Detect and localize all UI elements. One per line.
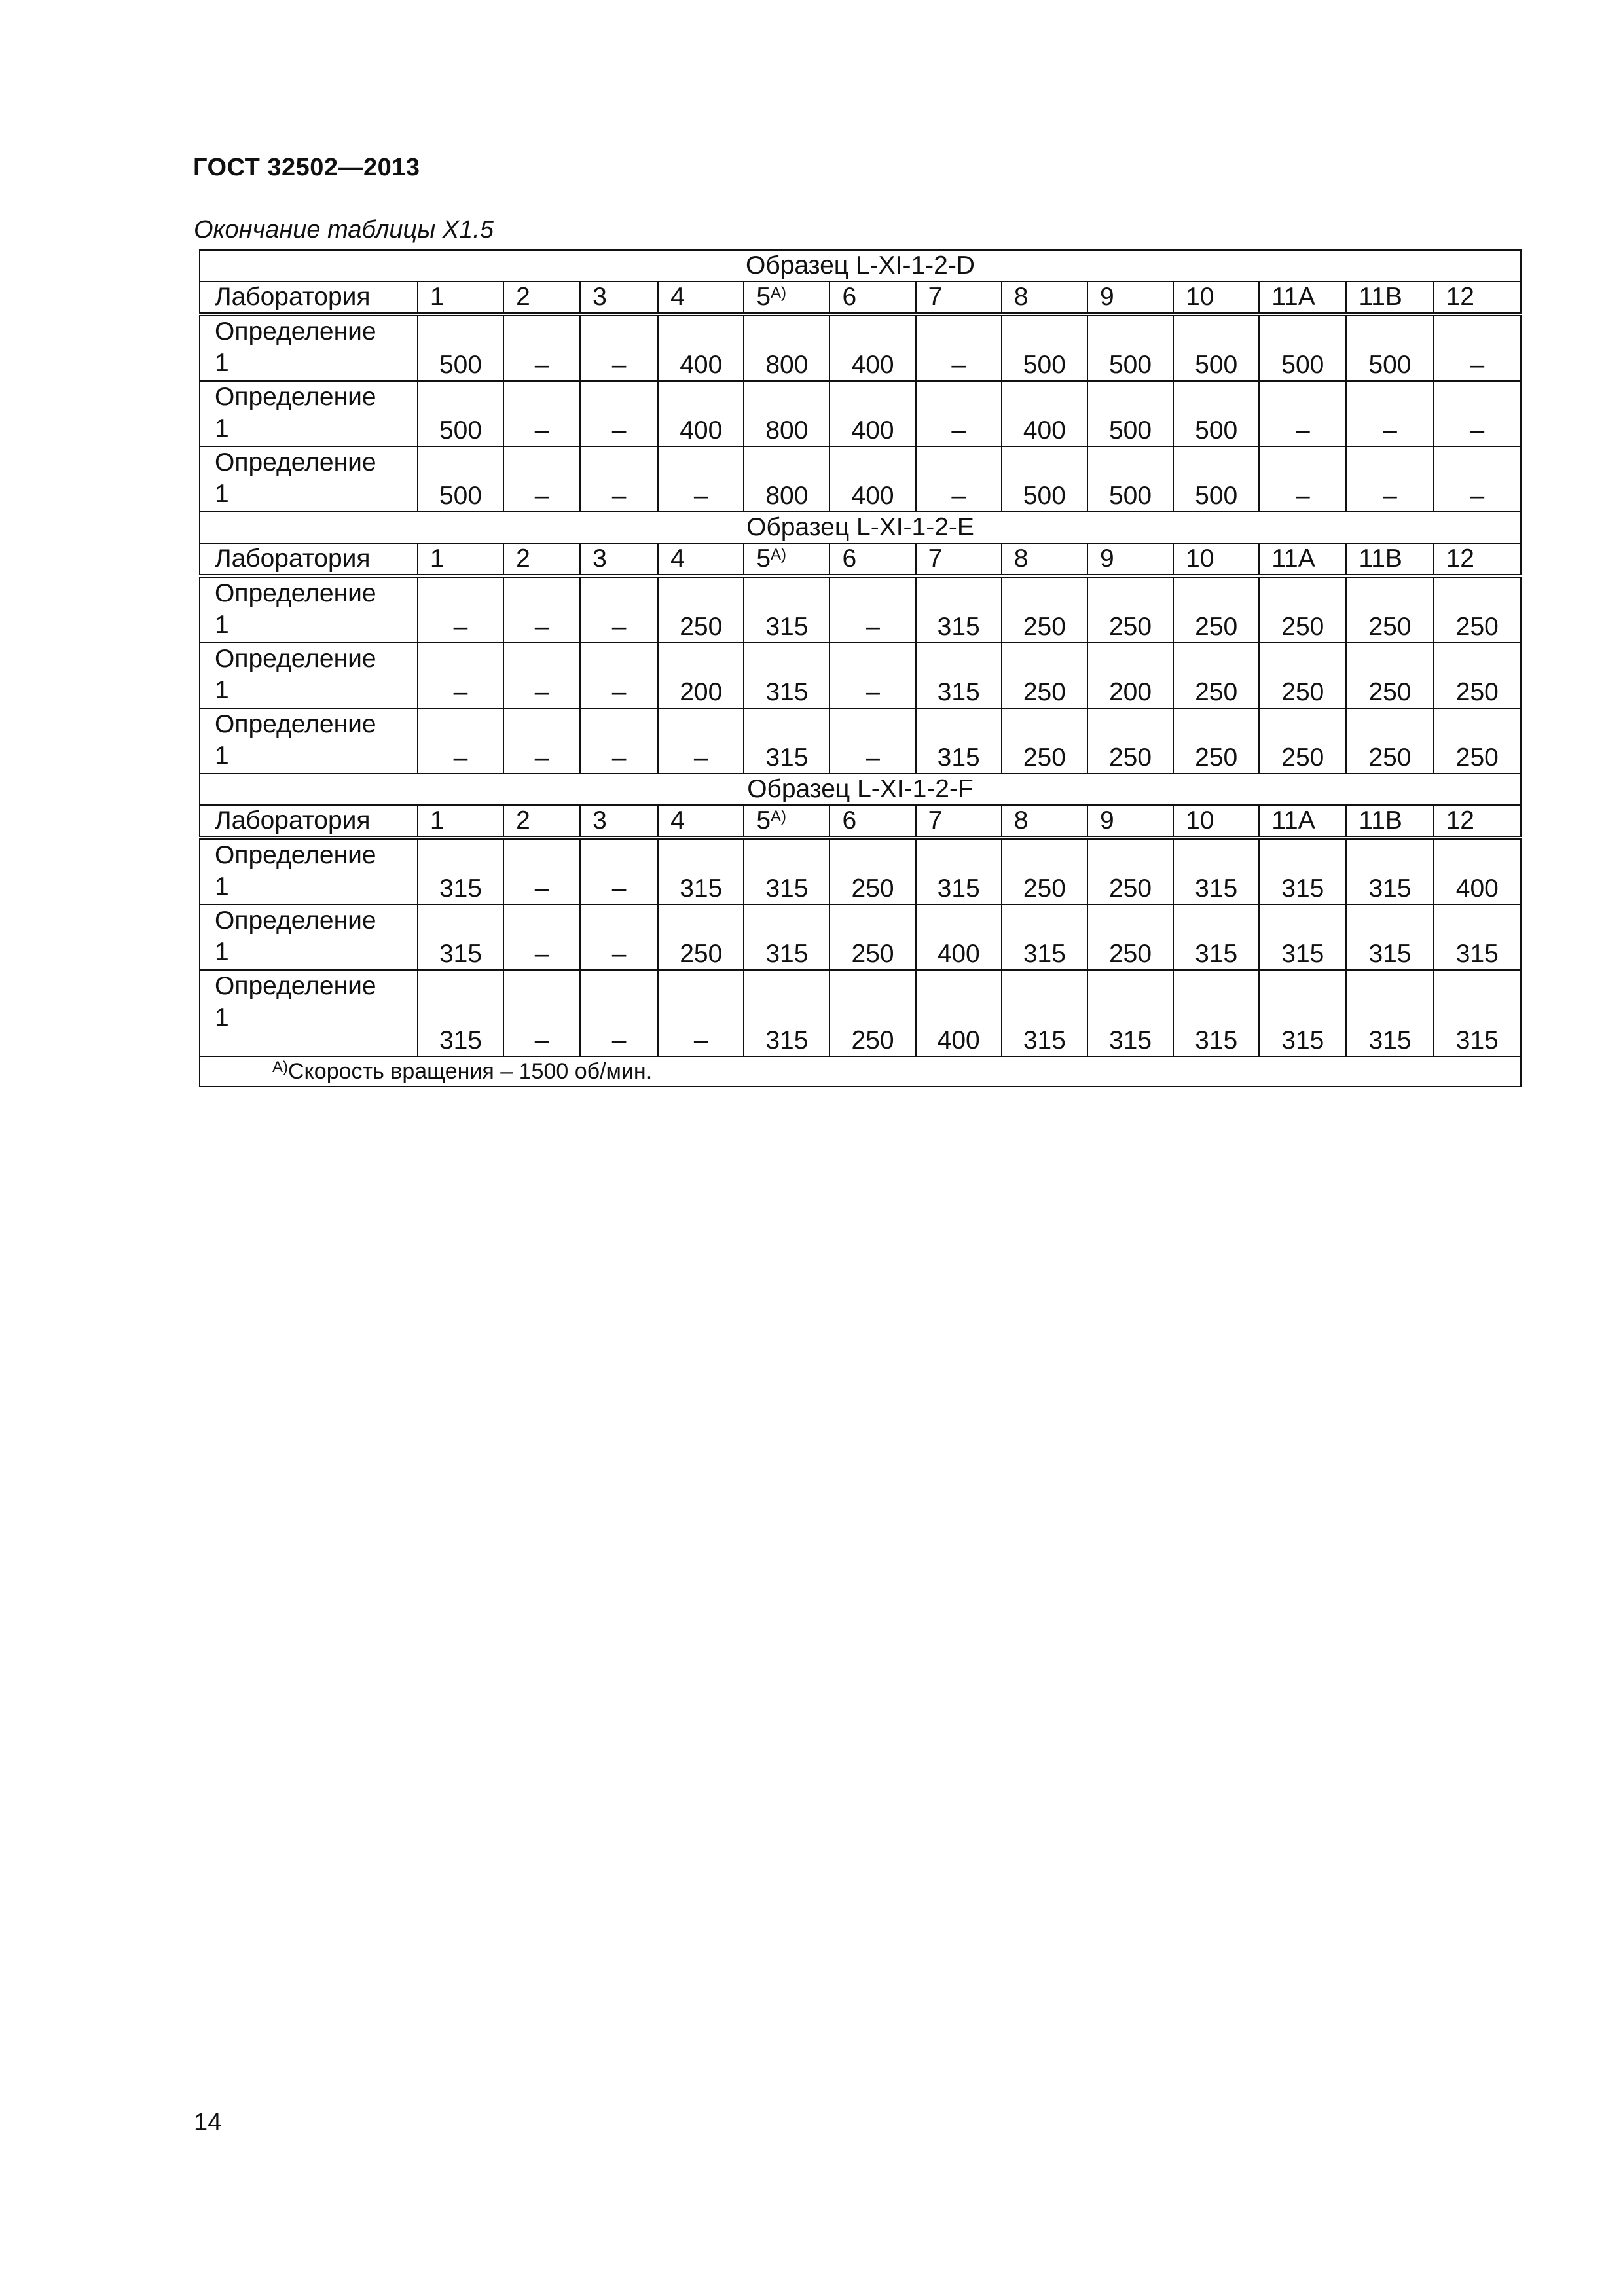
sample-title: Образец L-XI-1-2-E — [200, 512, 1521, 543]
laboratory-number — [503, 805, 580, 838]
laboratory-number — [658, 805, 744, 838]
table-cell: – — [503, 576, 580, 643]
table-cell: – — [580, 643, 658, 708]
table-cell: – — [830, 576, 915, 643]
table-cell: 250 — [1087, 576, 1173, 643]
laboratory-number — [1346, 281, 1433, 314]
laboratory-number-text: 7 — [928, 806, 943, 834]
table-cell: – — [580, 838, 658, 905]
laboratory-number — [503, 281, 580, 314]
laboratory-number — [580, 281, 658, 314]
table-row — [200, 643, 1521, 708]
table-cell: 250 — [1173, 708, 1259, 774]
laboratory-number — [830, 805, 915, 838]
determination-number: 1 — [215, 742, 229, 770]
table-cell: 315 — [744, 905, 830, 970]
table-cell: – — [916, 314, 1002, 381]
laboratory-number — [418, 543, 503, 576]
table-cell: – — [580, 905, 658, 970]
laboratory-number-text: 8 — [1013, 545, 1029, 573]
laboratory-label: Лаборатория — [200, 543, 418, 576]
laboratory-number-text: 10 — [1186, 806, 1214, 834]
laboratory-number — [1087, 543, 1173, 576]
table-cell: – — [1434, 314, 1521, 381]
laboratory-number-text: 1 — [429, 545, 445, 573]
table-cell: 315 — [916, 838, 1002, 905]
laboratory-number-text: 8 — [1013, 806, 1029, 834]
table-cell: 315 — [1346, 838, 1433, 905]
table-cell: – — [503, 838, 580, 905]
laboratory-number — [1002, 543, 1087, 576]
laboratory-number — [744, 543, 830, 576]
footnote-text: Скорость вращения – 1500 об/мин. — [288, 1059, 653, 1084]
table-cell: 400 — [830, 381, 915, 446]
determination-number: 1 — [215, 938, 229, 966]
laboratory-number — [503, 543, 580, 576]
table-cell: 500 — [1173, 446, 1259, 512]
laboratory-number-text: 9 — [1099, 806, 1114, 834]
table-cell: 250 — [1002, 838, 1087, 905]
table-cell: 500 — [1002, 314, 1087, 381]
laboratory-number-text: 10 — [1186, 545, 1214, 573]
table-cell: – — [503, 905, 580, 970]
table-cell: 315 — [744, 576, 830, 643]
determination-number: 1 — [215, 480, 229, 508]
laboratory-number-text: 4 — [670, 545, 685, 573]
determination-number: 1 — [215, 349, 229, 377]
determination-label — [200, 838, 418, 905]
table-cell: – — [503, 970, 580, 1056]
laboratory-number — [830, 281, 915, 314]
table-cell: 250 — [1087, 838, 1173, 905]
table-cell: 315 — [418, 838, 503, 905]
laboratory-number-text: 12 — [1446, 806, 1474, 834]
determination-text: Определение — [215, 383, 376, 411]
determination-label — [200, 446, 418, 512]
determination-text: Определение — [215, 710, 376, 738]
determination-text: Определение — [215, 448, 376, 476]
sample-title: Образец L-XI-1-2-F — [200, 774, 1521, 805]
table-cell: 250 — [830, 905, 915, 970]
determination-label — [200, 708, 418, 774]
table-cell: 250 — [1434, 708, 1521, 774]
determination-number: 1 — [215, 676, 229, 704]
laboratory-number — [1002, 805, 1087, 838]
table-cell: – — [418, 708, 503, 774]
laboratory-number-text: 10 — [1186, 283, 1214, 311]
laboratory-number-text: 3 — [593, 806, 607, 834]
determination-label — [200, 576, 418, 643]
table-body — [200, 250, 1521, 1056]
table-row — [200, 905, 1521, 970]
table-cell: 315 — [658, 838, 744, 905]
laboratory-number-text: 9 — [1099, 545, 1114, 573]
table-row — [200, 970, 1521, 1056]
table-cell: – — [503, 708, 580, 774]
laboratory-number — [418, 805, 503, 838]
table-cell: – — [1346, 381, 1433, 446]
table-cell: 500 — [1173, 314, 1259, 381]
table-cell: 250 — [1434, 576, 1521, 643]
page-number: 14 — [194, 2109, 222, 2136]
table-cell: 315 — [1434, 905, 1521, 970]
table-cell: 250 — [1346, 643, 1433, 708]
laboratory-number — [744, 805, 830, 838]
table-cell: – — [418, 576, 503, 643]
laboratory-number-text: 11В — [1359, 545, 1402, 573]
table-cell: 500 — [1346, 314, 1433, 381]
table-cell: 250 — [1087, 708, 1173, 774]
table-cell: 500 — [1087, 446, 1173, 512]
table-cell: – — [658, 708, 744, 774]
table-cell: – — [658, 970, 744, 1056]
table-cell: – — [830, 643, 915, 708]
table-cell: 315 — [916, 643, 1002, 708]
laboratory-number-text: 11В — [1359, 806, 1402, 834]
table-cell: – — [503, 314, 580, 381]
table-cell: 400 — [1434, 838, 1521, 905]
table-cell: 250 — [1259, 576, 1346, 643]
table-cell: 315 — [1259, 838, 1346, 905]
determination-number: 1 — [215, 1003, 229, 1031]
laboratory-label: Лаборатория — [200, 281, 418, 314]
laboratory-number — [830, 543, 915, 576]
laboratory-number-text: 7 — [928, 545, 943, 573]
table-cell: – — [1259, 446, 1346, 512]
sample-row — [200, 774, 1521, 805]
determination-number: 1 — [215, 414, 229, 442]
footnote-ref: А) — [771, 284, 787, 302]
table-row — [200, 381, 1521, 446]
laboratory-number-text: 7 — [928, 283, 943, 311]
laboratory-header-row — [200, 543, 1521, 576]
table-cell: – — [830, 708, 915, 774]
table-cell: – — [1259, 381, 1346, 446]
laboratory-header-row — [200, 805, 1521, 838]
table-cell: – — [580, 381, 658, 446]
table-cell: 500 — [1087, 381, 1173, 446]
laboratory-number — [658, 543, 744, 576]
table-cell: 400 — [916, 970, 1002, 1056]
table-cell: 250 — [1173, 576, 1259, 643]
determination-label — [200, 381, 418, 446]
table-cell: – — [1434, 381, 1521, 446]
laboratory-header-row — [200, 281, 1521, 314]
determination-text: Определение — [215, 972, 376, 1000]
laboratory-number — [1173, 805, 1259, 838]
laboratory-number-text: 12 — [1446, 545, 1474, 573]
table-cell: 400 — [830, 446, 915, 512]
table-cell: 250 — [658, 905, 744, 970]
table-cell: 315 — [1434, 970, 1521, 1056]
table-cell: 315 — [1173, 838, 1259, 905]
table-row — [200, 446, 1521, 512]
table-caption: Окончание таблицы Х1.5 — [194, 216, 494, 243]
table-cell: 250 — [1002, 576, 1087, 643]
laboratory-number-text: 6 — [842, 806, 857, 834]
table-cell: 250 — [658, 576, 744, 643]
table-cell: 315 — [418, 905, 503, 970]
table-cell: 400 — [916, 905, 1002, 970]
laboratory-number-text: 4 — [670, 806, 685, 834]
table-cell: 250 — [1259, 708, 1346, 774]
table-cell: 315 — [916, 576, 1002, 643]
table-cell: 500 — [418, 381, 503, 446]
table-cell: 400 — [830, 314, 915, 381]
laboratory-number-text: 6 — [842, 283, 857, 311]
laboratory-label: Лаборатория — [200, 805, 418, 838]
sample-title: Образец L-XI-1-2-D — [200, 250, 1521, 281]
sample-row — [200, 250, 1521, 281]
laboratory-number — [1259, 281, 1346, 314]
table-cell: – — [503, 446, 580, 512]
determination-label — [200, 905, 418, 970]
laboratory-number — [916, 543, 1002, 576]
table-cell: – — [503, 381, 580, 446]
laboratory-number — [916, 805, 1002, 838]
table-cell: 250 — [1087, 905, 1173, 970]
laboratory-number — [418, 281, 503, 314]
table-cell: 500 — [1087, 314, 1173, 381]
table-cell: 315 — [1002, 970, 1087, 1056]
table-cell: 200 — [1087, 643, 1173, 708]
laboratory-number — [1259, 805, 1346, 838]
table-cell: 400 — [658, 381, 744, 446]
table-cell: – — [658, 446, 744, 512]
table-row — [200, 576, 1521, 643]
determination-number: 1 — [215, 611, 229, 639]
table-cell: 250 — [1173, 643, 1259, 708]
laboratory-number-text: 3 — [593, 545, 607, 573]
table-cell: 250 — [1346, 576, 1433, 643]
document-header: ГОСТ 32502—2013 — [193, 154, 420, 181]
table-cell: 315 — [1002, 905, 1087, 970]
determination-label — [200, 314, 418, 381]
table-cell: – — [580, 446, 658, 512]
table-cell: 315 — [1259, 970, 1346, 1056]
table-row — [200, 708, 1521, 774]
table-cell: 315 — [1173, 905, 1259, 970]
determination-text: Определение — [215, 906, 376, 935]
laboratory-number-text: 11В — [1359, 283, 1402, 311]
table-row — [200, 838, 1521, 905]
table-cell: 800 — [744, 314, 830, 381]
table-cell: 315 — [1173, 970, 1259, 1056]
laboratory-number — [1434, 543, 1521, 576]
table-cell: 500 — [1002, 446, 1087, 512]
table-cell: 800 — [744, 381, 830, 446]
table-cell: 250 — [830, 838, 915, 905]
table-cell: – — [580, 314, 658, 381]
table-footnote — [200, 1056, 1521, 1086]
laboratory-number-text: 1 — [429, 283, 445, 311]
table-cell: 315 — [916, 708, 1002, 774]
laboratory-number — [1346, 805, 1433, 838]
table-cell: 250 — [1002, 643, 1087, 708]
table-cell: 200 — [658, 643, 744, 708]
table-cell: 400 — [1002, 381, 1087, 446]
laboratory-number — [1259, 543, 1346, 576]
laboratory-number — [1173, 281, 1259, 314]
footnote-ref: А) — [771, 546, 787, 564]
determination-text: Определение — [215, 645, 376, 673]
table-cell: 250 — [1434, 643, 1521, 708]
table-cell: 250 — [1259, 643, 1346, 708]
determination-number: 1 — [215, 872, 229, 901]
footnote-mark: А) — [272, 1058, 288, 1076]
table-cell: – — [1346, 446, 1433, 512]
table-cell: 500 — [1259, 314, 1346, 381]
table-cell: 315 — [1259, 905, 1346, 970]
table-cell: 315 — [418, 970, 503, 1056]
determination-label — [200, 970, 418, 1056]
table-row — [200, 314, 1521, 381]
table-cell: 400 — [658, 314, 744, 381]
laboratory-number-text: 6 — [842, 545, 857, 573]
table-cell: – — [418, 643, 503, 708]
laboratory-number-text: 4 — [670, 283, 685, 311]
laboratory-number — [1434, 281, 1521, 314]
laboratory-number-text: 1 — [429, 806, 445, 834]
table-cell: 500 — [418, 446, 503, 512]
table-cell: 315 — [744, 708, 830, 774]
table-cell: 315 — [744, 643, 830, 708]
table-cell: 250 — [830, 970, 915, 1056]
laboratory-number — [580, 805, 658, 838]
laboratory-number-text: 8 — [1013, 283, 1029, 311]
table-cell: 800 — [744, 446, 830, 512]
laboratory-number — [658, 281, 744, 314]
laboratory-number — [744, 281, 830, 314]
laboratory-number — [1173, 543, 1259, 576]
table-cell: 315 — [744, 970, 830, 1056]
table-cell: 500 — [418, 314, 503, 381]
table-cell: – — [1434, 446, 1521, 512]
laboratory-number-text: 2 — [516, 545, 530, 573]
laboratory-number-text: 12 — [1446, 283, 1474, 311]
laboratory-number — [916, 281, 1002, 314]
table-cell: – — [916, 381, 1002, 446]
sample-row — [200, 512, 1521, 543]
table-cell: 250 — [1002, 708, 1087, 774]
table-cell: 500 — [1173, 381, 1259, 446]
table-cell: 315 — [1346, 905, 1433, 970]
table-cell: 315 — [1087, 970, 1173, 1056]
laboratory-number-text: 2 — [516, 283, 530, 311]
laboratory-number — [1346, 543, 1433, 576]
table-cell: – — [580, 576, 658, 643]
laboratory-number-text: 9 — [1099, 283, 1114, 311]
determination-text: Определение — [215, 841, 376, 869]
laboratory-number-text: 11А — [1271, 806, 1315, 834]
table-cell: – — [580, 970, 658, 1056]
results-table — [199, 249, 1522, 1087]
footnote-ref: А) — [771, 808, 787, 825]
laboratory-number-text: 3 — [593, 283, 607, 311]
laboratory-number-text: 5 — [756, 806, 771, 834]
laboratory-number — [1434, 805, 1521, 838]
laboratory-number-text: 5 — [756, 283, 771, 311]
laboratory-number — [1087, 281, 1173, 314]
determination-text: Определение — [215, 579, 376, 607]
table-cell: – — [503, 643, 580, 708]
table-cell: – — [580, 708, 658, 774]
laboratory-number-text: 5 — [756, 545, 771, 573]
determination-label — [200, 643, 418, 708]
laboratory-number — [580, 543, 658, 576]
table-cell: 315 — [1346, 970, 1433, 1056]
table-cell: 250 — [1346, 708, 1433, 774]
determination-text: Определение — [215, 317, 376, 346]
laboratory-number-text: 2 — [516, 806, 530, 834]
table-cell: – — [916, 446, 1002, 512]
laboratory-number — [1087, 805, 1173, 838]
laboratory-number-text: 11А — [1271, 545, 1315, 573]
laboratory-number — [1002, 281, 1087, 314]
table-cell: 315 — [744, 838, 830, 905]
laboratory-number-text: 11А — [1271, 283, 1315, 311]
